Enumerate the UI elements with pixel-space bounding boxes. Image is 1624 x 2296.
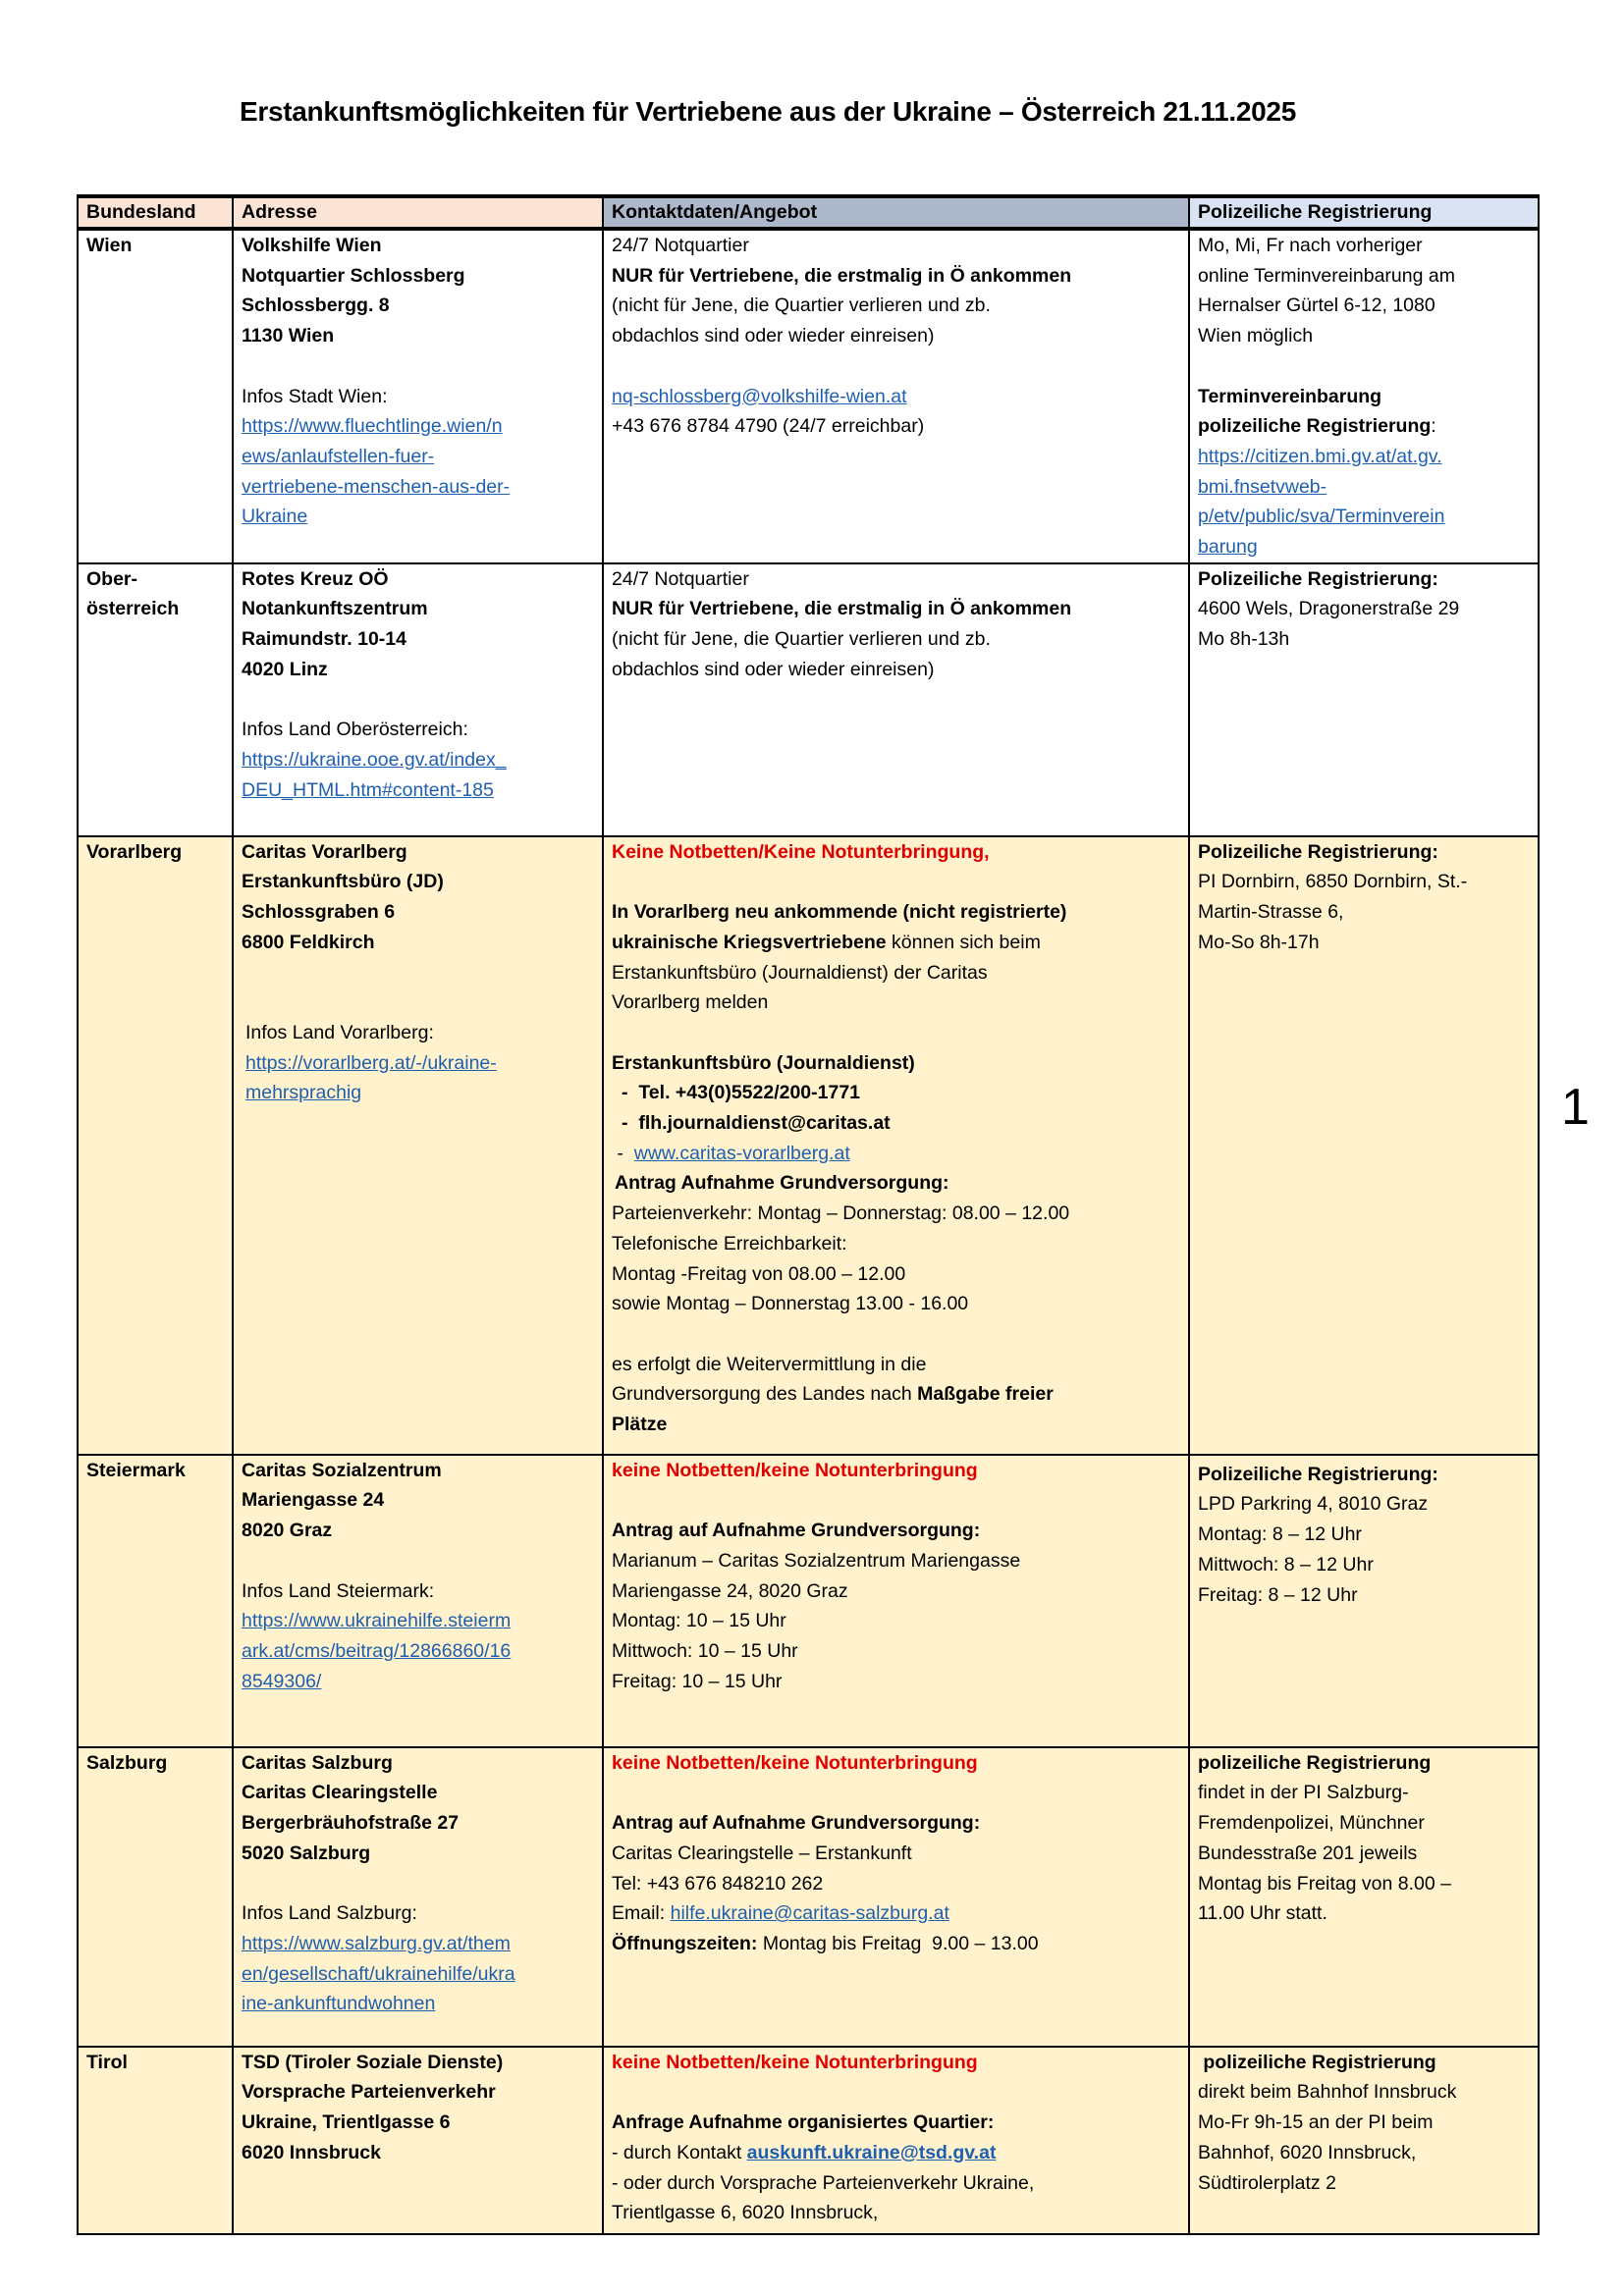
address-line: Volkshilfe Wien: [242, 235, 382, 256]
info-link-wien[interactable]: https://www.fluechtlinge.wien/n ews/anlaufstellen-fuer- vertriebene-menschen-aus-der- Ukraine: [242, 415, 511, 528]
table-row-tirol: [78, 2047, 1539, 2234]
cell-bundesland: Vorarlberg: [78, 836, 233, 1455]
cell-bundesland: Steiermark: [78, 1455, 233, 1747]
phone-number: Tel: +43 676 848210 262: [612, 1872, 824, 1895]
cell-polizei: Mo, Mi, Fr nach vorheriger online Terminvereinbarung am Hernalser Gürtel 6-12, 1080 Wien möglich Terminvereinbarung polizeiliche Registrierung: https://citizen.bmi.gv.at/at.gv. bmi.fnsetvweb- p/etv/public/sva/Terminverein barung: [1189, 229, 1539, 563]
header-kontakt: Kontaktdaten/Angebot: [603, 196, 1189, 229]
cell-kontakt: keine Notbetten/keine Notunterbringung Antrag auf Aufnahme Grundversorgung: Caritas Clearingstelle – Erstankunft Tel: +43 676 848210 262 Email: hilfe.ukraine@caritas-salzburg.at Öffnungszeiten: Montag bis Freitag 9.00 – 13.00: [603, 1747, 1189, 2047]
info-label: Infos Land Salzburg:: [242, 1902, 417, 1925]
table-row-oberoesterreich: [78, 563, 1539, 836]
info-label: Infos Stadt Wien:: [242, 385, 388, 407]
info-label: Infos Land Steiermark:: [242, 1579, 435, 1602]
cell-kontakt: keine Notbetten/keine Notunterbringung Antrag auf Aufnahme Grundversorgung: Marianum – Caritas Sozialzentrum Mariengasse Mariengasse 24, 8020 Graz Montag: 10 – 15 Uhr Mittwoch: 10 – 15 Uhr Freitag: 10 – 15 Uhr: [603, 1455, 1189, 1747]
table-row-steiermark: [78, 1455, 1539, 1747]
email-text[interactable]: flh.journaldienst@caritas.at: [638, 1112, 891, 1135]
cell-bundesland: Salzburg: [78, 1747, 233, 2047]
address-line: Notquartier Schlossberg: [242, 264, 465, 287]
table-row-wien: [78, 229, 1539, 563]
appointment-link[interactable]: https://citizen.bmi.gv.at/at.gv. bmi.fnsetvweb- p/etv/public/sva/Terminverein barung: [1198, 445, 1445, 559]
info-link-steiermark[interactable]: https://www.ukrainehilfe.steierm ark.at/cms/beitrag/12866860/16 8549306/: [242, 1610, 512, 1692]
info-label: Infos Land Oberösterreich:: [242, 719, 468, 741]
cell-kontakt: Keine Notbetten/Keine Notunterbringung, In Vorarlberg neu ankommende (nicht registrierte) ukrainische Kriegsvertriebene können sich beim Erstankunftsbüro (Journaldienst) der Caritas Vorarlberg melden Erstankunftsbüro (Journaldienst) - Tel. +43(0)5522/200-1771 - flh.journaldienst@caritas.at - www.caritas-vorarlberg.at Antrag Aufnahme Grundversorgung: Parteienverkehr: Montag – Donnerstag: 08.00 – 12.00 Telefonische Erreichbarkeit: Montag -Freitag von 08.00 – 12.00 sowie Montag – Donnerstag 13.00 - 16.00 es erfolgt die Weitervermittlung in die Grundversorgung des Landes nach Maßgabe freier Plätze: [603, 836, 1189, 1455]
cell-adresse: Caritas Sozialzentrum Mariengasse 24 8020 Graz Infos Land Steiermark: https://www.ukrainehilfe.steierm ark.at/cms/beitrag/12866860/16 8549306/: [233, 1455, 603, 1747]
info-link-ooe[interactable]: https://ukraine.ooe.gv.at/index_ DEU_HTML.htm#content-185: [242, 748, 507, 801]
page-number: 1: [1561, 1079, 1590, 1136]
cell-kontakt: 24/7 Notquartier NUR für Vertriebene, die erstmalig in Ö ankommen (nicht für Jene, die Quartier verlieren und zb. obdachlos sind oder wieder einreisen): [603, 563, 1189, 836]
cell-adresse: TSD (Tiroler Soziale Dienste) Vorsprache Parteienverkehr Ukraine, Trientlgasse 6 6020 Innsbruck: [233, 2047, 603, 2234]
email-link[interactable]: auskunft.ukraine@tsd.gv.at: [746, 2141, 997, 2163]
document-title: Erstankunftsmöglichkeiten für Vertriebene aus der Ukraine – Österreich 21.11.2025: [240, 96, 1296, 127]
header-polizei: Polizeiliche Registrierung: [1189, 196, 1539, 229]
cell-bundesland: Ober- österreich: [78, 563, 233, 836]
table-row-salzburg: [78, 1747, 1539, 2047]
cell-polizei: Polizeiliche Registrierung: LPD Parkring 4, 8010 Graz Montag: 8 – 12 Uhr Mittwoch: 8 – 12 Uhr Freitag: 8 – 12 Uhr: [1189, 1455, 1539, 1747]
cell-adresse: Caritas Vorarlberg Erstankunftsbüro (JD) Schlossgraben 6 6800 Feldkirch Infos Land Vorarlberg: https://vorarlberg.at/-/ukraine- mehrsprachig: [233, 836, 603, 1455]
email-link[interactable]: nq-schlossberg@volkshilfe-wien.at: [612, 385, 907, 407]
cell-kontakt: keine Notbetten/keine Notunterbringung Anfrage Aufnahme organisiertes Quartier: - durch Kontakt auskunft.ukraine@tsd.gv.at - oder durch Vorsprache Parteienverkehr Ukraine, Trientlgasse 6, 6020 Innsbruck,: [603, 2047, 1189, 2234]
info-link-salzburg[interactable]: https://www.salzburg.gv.at/them en/gesellschaft/ukrainehilfe/ukra ine-ankunftundwohnen: [242, 1932, 515, 2015]
cell-adresse: Rotes Kreuz OÖ Notankunftszentrum Raimundstr. 10-14 4020 Linz Infos Land Oberösterreich: https://ukraine.ooe.gv.at/index_ DEU_HTML.htm#content-185: [233, 563, 603, 836]
cell-bundesland: Tirol: [78, 2047, 233, 2234]
cell-adresse: [233, 229, 603, 563]
cell-polizei: Polizeiliche Registrierung: PI Dornbirn, 6850 Dornbirn, St.- Martin-Strasse 6, Mo-So 8h-17h: [1189, 836, 1539, 1455]
phone-number: +43 676 8784 4790 (24/7 erreichbar): [612, 415, 925, 438]
info-label: Infos Land Vorarlberg:: [245, 1021, 434, 1043]
website-link[interactable]: www.caritas-vorarlberg.at: [633, 1142, 850, 1164]
cell-bundesland: Wien: [78, 229, 233, 563]
warning-text: keine Notbetten/keine Notunterbringung: [612, 2051, 978, 2073]
address-line: Schlossbergg. 8: [242, 294, 390, 317]
warning-text: keine Notbetten/keine Notunterbringung: [612, 1459, 978, 1481]
info-link-vorarlberg[interactable]: https://vorarlberg.at/-/ukraine- mehrsprachig: [245, 1051, 497, 1104]
cell-polizei: Polizeiliche Registrierung: 4600 Wels, Dragonerstraße 29 Mo 8h-13h: [1189, 563, 1539, 836]
table-row-vorarlberg: [78, 836, 1539, 1455]
cell-polizei: polizeiliche Registrierung findet in der PI Salzburg- Fremdenpolizei, Münchner Bundesstraße 201 jeweils Montag bis Freitag von 8.00 – 11.00 Uhr statt.: [1189, 1747, 1539, 2047]
phone-number: Tel. +43(0)5522/200-1771: [638, 1082, 861, 1104]
cell-kontakt: 24/7 Notquartier NUR für Vertriebene, die erstmalig in Ö ankommen (nicht für Jene, die Quartier verlieren und zb. obdachlos sind oder wieder einreisen) nq-schlossberg@volkshilfe-wien.at +43 676 8784 4790 (24/7 erreichbar): [603, 229, 1189, 563]
email-link[interactable]: hilfe.ukraine@caritas-salzburg.at: [670, 1902, 949, 1925]
table-header-row: [78, 196, 1539, 229]
header-adresse: Adresse: [233, 196, 603, 229]
registration-table: [77, 194, 1540, 2235]
warning-text: Keine Notbetten/Keine Notunterbringung,: [612, 840, 990, 863]
address-line: 1130 Wien: [242, 325, 335, 347]
header-bundesland: Bundesland: [78, 196, 233, 229]
cell-adresse: Caritas Salzburg Caritas Clearingstelle Bergerbräuhofstraße 27 5020 Salzburg Infos Land Salzburg: https://www.salzburg.gv.at/them en/gesellschaft/ukrainehilfe/ukra ine-ankunftundwohnen: [233, 1747, 603, 2047]
warning-text: keine Notbetten/keine Notunterbringung: [612, 1751, 978, 1774]
cell-polizei: polizeiliche Registrierung direkt beim Bahnhof Innsbruck Mo-Fr 9h-15 an der PI beim Bahnhof, 6020 Innsbruck, Südtirolerplatz 2: [1189, 2047, 1539, 2234]
